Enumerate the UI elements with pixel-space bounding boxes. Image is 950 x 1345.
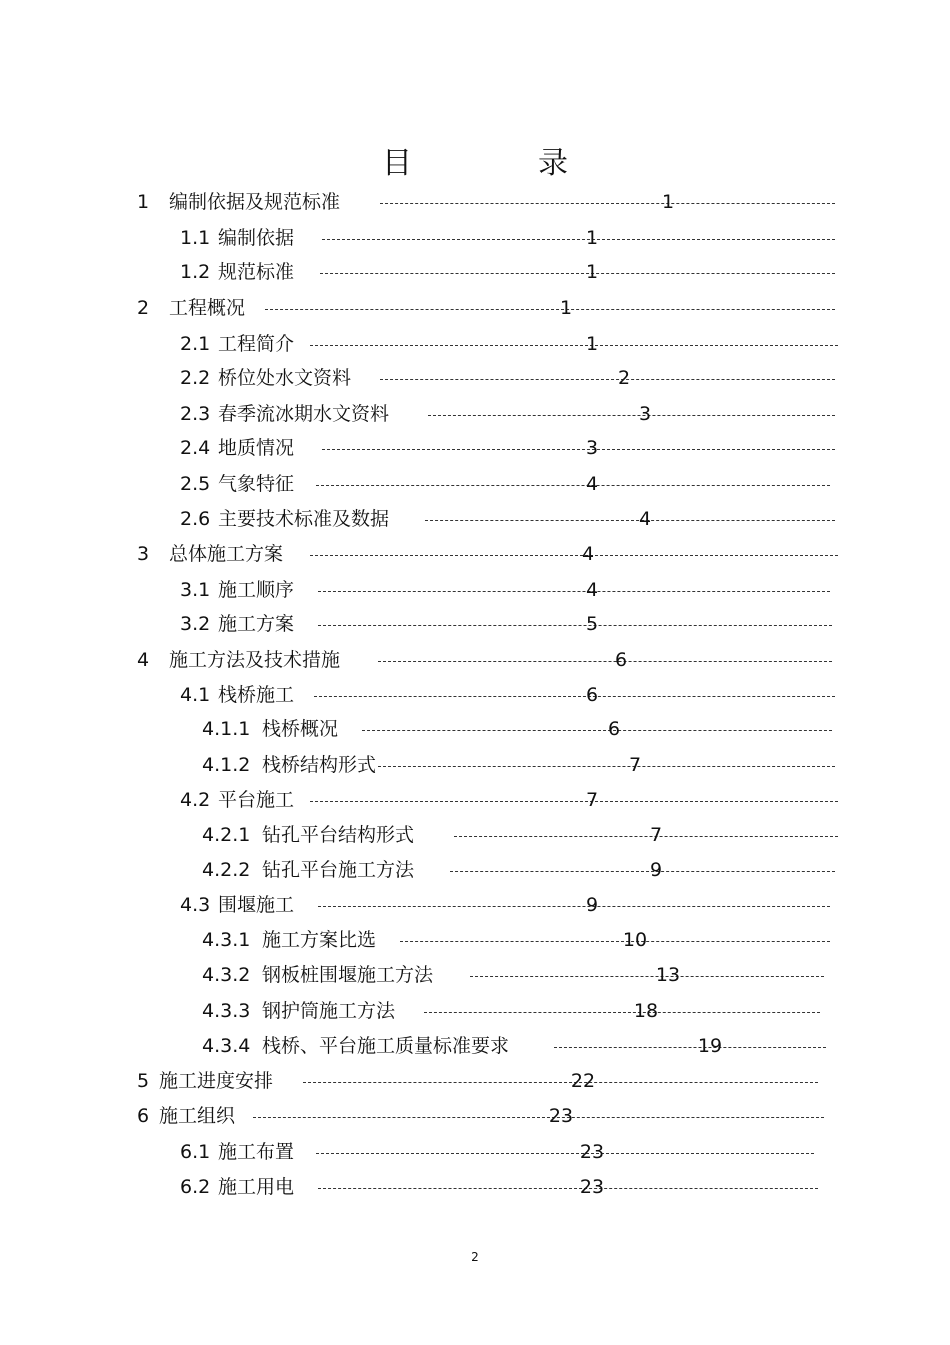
toc-entry-page: 4: [585, 579, 599, 601]
toc-leader-dashes: [318, 625, 832, 626]
toc-entry-number: 4.1: [180, 684, 211, 706]
toc-leader-dashes: [310, 801, 838, 802]
toc-entry[interactable]: [180, 1135, 824, 1170]
toc-entry[interactable]: [180, 502, 845, 537]
toc-entry[interactable]: [202, 923, 840, 958]
toc-entry-number: 6.1: [180, 1141, 211, 1163]
toc-entry-number: 1.2: [180, 261, 211, 283]
toc-entry[interactable]: [180, 888, 840, 923]
toc-entry[interactable]: [202, 958, 834, 993]
toc-entry-number: 4.3: [180, 894, 211, 916]
toc-entry-title: 施工组织: [159, 1105, 236, 1127]
toc-entry[interactable]: [202, 853, 845, 888]
toc-leader-dashes: [554, 1047, 826, 1048]
toc-leader-dashes: [400, 941, 830, 942]
toc-entry-page: 1: [585, 333, 599, 355]
toc-entry[interactable]: [180, 255, 845, 290]
toc-entry-title: 工程概况: [169, 297, 246, 319]
toc-entry-page: 1: [585, 227, 599, 249]
toc-leader-dashes: [253, 1117, 824, 1118]
toc-entry-page: 22: [570, 1070, 596, 1092]
toc-entry-title: 主要技术标准及数据: [218, 508, 390, 530]
toc-entry-number: 6.2: [180, 1176, 211, 1198]
toc-leader-dashes: [318, 1188, 818, 1189]
toc-entry-title: 施工方法及技术措施: [169, 649, 341, 671]
toc-entry-title: 地质情况: [218, 437, 295, 459]
toc-entry-title: 规范标准: [218, 261, 295, 283]
toc-entry-number: 4.3.2: [202, 964, 251, 986]
toc-leader-dashes: [428, 415, 835, 416]
toc-entry-page: 7: [585, 789, 599, 811]
toc-entry-number: 4.3.3: [202, 1000, 251, 1022]
toc-entry-number: 2.5: [180, 473, 211, 495]
toc-leader-dashes: [303, 1082, 818, 1083]
toc-entry[interactable]: [202, 994, 830, 1029]
toc-leader-dashes: [378, 661, 832, 662]
toc-entry-page: 4: [581, 543, 595, 565]
toc-entry-title: 桥位处水文资料: [218, 367, 352, 389]
toc-entry-title: 钢板桩围堰施工方法: [262, 964, 434, 986]
toc-entry[interactable]: [137, 643, 842, 678]
toc-entry-title: 编制依据: [218, 227, 295, 249]
toc-entry-number: 2.6: [180, 508, 211, 530]
toc-entry-number: 1.1: [180, 227, 211, 249]
toc-entry-page: 4: [585, 473, 599, 495]
toc-entry-page: 6: [607, 718, 621, 740]
toc-leader-dashes: [318, 906, 830, 907]
toc-entry[interactable]: [202, 818, 848, 853]
toc-entry-title: 施工方案比选: [262, 929, 377, 951]
toc-entry-title: 钻孔平台结构形式: [262, 824, 415, 846]
toc-entry-number: 2.4: [180, 437, 211, 459]
toc-leader-dashes: [470, 976, 824, 977]
toc-entry-page: 23: [548, 1105, 574, 1127]
toc-entry-page: 9: [585, 894, 599, 916]
toc-entry[interactable]: [202, 748, 845, 783]
toc-entry-page: 13: [655, 964, 681, 986]
toc-entry-number: 4.2: [180, 789, 211, 811]
toc-entry-number: 3.1: [180, 579, 211, 601]
toc-entry-page: 4: [638, 508, 652, 530]
toc-entry[interactable]: [180, 573, 840, 608]
toc-entry[interactable]: [180, 221, 845, 256]
toc-entry[interactable]: [137, 291, 845, 326]
toc-entry-title: 钻孔平台施工方法: [262, 859, 415, 881]
toc-entry-title: 平台施工: [218, 789, 295, 811]
toc-entry-page: 23: [579, 1141, 605, 1163]
toc-entry-title: 栈桥、平台施工质量标准要求: [262, 1035, 510, 1057]
toc-entry-title: 栈桥施工: [218, 684, 295, 706]
toc-leader-dashes: [450, 871, 835, 872]
toc-leader-dashes: [318, 591, 830, 592]
toc-entry[interactable]: [202, 1029, 836, 1064]
toc-leader-dashes: [316, 1153, 814, 1154]
toc-leader-dashes: [454, 836, 838, 837]
toc-entry-page: 2: [617, 367, 631, 389]
toc-entry-number: 4.1.2: [202, 754, 251, 776]
toc-leader-dashes: [316, 485, 830, 486]
toc-leader-dashes: [425, 520, 835, 521]
toc-entry-title: 钢护筒施工方法: [262, 1000, 396, 1022]
toc-entry[interactable]: [202, 712, 842, 747]
toc-entry-number: 3.2: [180, 613, 211, 635]
toc-leader-dashes: [265, 309, 835, 310]
toc-entry-number: 2.3: [180, 403, 211, 425]
toc-entry-page: 18: [633, 1000, 659, 1022]
toc-entry-page: 10: [622, 929, 648, 951]
toc-entry[interactable]: [180, 361, 845, 396]
toc-leader-dashes: [362, 730, 832, 731]
toc-entry-number: 3: [137, 543, 150, 565]
toc-entry-number: 2.2: [180, 367, 211, 389]
toc-entry[interactable]: [180, 783, 848, 818]
toc-entry-number: 4: [137, 649, 150, 671]
toc-leader-dashes: [310, 345, 838, 346]
toc-title: 目 录: [382, 146, 616, 181]
toc-entry[interactable]: [180, 607, 842, 642]
toc-entry-title: 围堰施工: [218, 894, 295, 916]
toc-leader-dashes: [320, 273, 835, 274]
toc-entry[interactable]: [137, 185, 845, 220]
toc-entry-title: 工程简介: [218, 333, 295, 355]
toc-entry-page: 3: [638, 403, 652, 425]
toc-entry-title: 栈桥概况: [262, 718, 339, 740]
toc-entry-title: 施工布置: [218, 1141, 295, 1163]
toc-entry-title: 施工顺序: [218, 579, 295, 601]
toc-leader-dashes: [378, 766, 835, 767]
toc-leader-dashes: [380, 203, 835, 204]
toc-entry-number: 4.3.1: [202, 929, 251, 951]
toc-entry-number: 2: [137, 297, 150, 319]
toc-entry-title: 总体施工方案: [169, 543, 284, 565]
toc-entry-number: 4.1.1: [202, 718, 251, 740]
toc-leader-dashes: [380, 379, 835, 380]
toc-entry-title: 春季流冰期水文资料: [218, 403, 390, 425]
toc-entry-page: 1: [661, 191, 675, 213]
toc-entry-page: 19: [697, 1035, 723, 1057]
toc-entry-title: 编制依据及规范标准: [169, 191, 341, 213]
toc-entry[interactable]: [180, 467, 840, 502]
toc-entry-page: 6: [585, 684, 599, 706]
toc-leader-dashes: [322, 449, 835, 450]
toc-entry-number: 2.1: [180, 333, 211, 355]
toc-entry[interactable]: [137, 1099, 834, 1134]
toc-entry-number: 4.2.2: [202, 859, 251, 881]
toc-entry-title: 栈桥结构形式: [262, 754, 377, 776]
toc-entry-page: 7: [649, 824, 663, 846]
toc-entry[interactable]: [137, 537, 848, 572]
toc-entry-number: 1: [137, 191, 150, 213]
toc-entry[interactable]: [180, 1170, 828, 1205]
toc-entry-number: 6: [137, 1105, 150, 1127]
toc-entry-page: 3: [585, 437, 599, 459]
toc-entry-page: 7: [628, 754, 642, 776]
toc-entry-title: 施工进度安排: [159, 1070, 274, 1092]
toc-entry[interactable]: [180, 678, 845, 713]
toc-entry-page: 9: [649, 859, 663, 881]
toc-entry-page: 1: [559, 297, 573, 319]
toc-entry-number: 4.2.1: [202, 824, 251, 846]
toc-entry-page: 1: [585, 261, 599, 283]
toc-leader-dashes: [322, 239, 835, 240]
toc-entry[interactable]: [180, 431, 845, 466]
toc-entry-number: 5: [137, 1070, 150, 1092]
toc-entry[interactable]: [180, 327, 848, 362]
toc-entry[interactable]: [137, 1064, 828, 1099]
toc-entry-page: 23: [579, 1176, 605, 1198]
toc-leader-dashes: [424, 1012, 820, 1013]
toc-entry-title: 施工用电: [218, 1176, 295, 1198]
toc-entry-page: 5: [585, 613, 599, 635]
toc-entry-title: 气象特征: [218, 473, 295, 495]
toc-entry-number: 4.3.4: [202, 1035, 251, 1057]
toc-entry-page: 6: [614, 649, 628, 671]
toc-entry-title: 施工方案: [218, 613, 295, 635]
toc-entry[interactable]: [180, 397, 845, 432]
toc-leader-dashes: [314, 696, 835, 697]
toc-leader-dashes: [310, 555, 838, 556]
page-number: 2: [471, 1250, 479, 1264]
